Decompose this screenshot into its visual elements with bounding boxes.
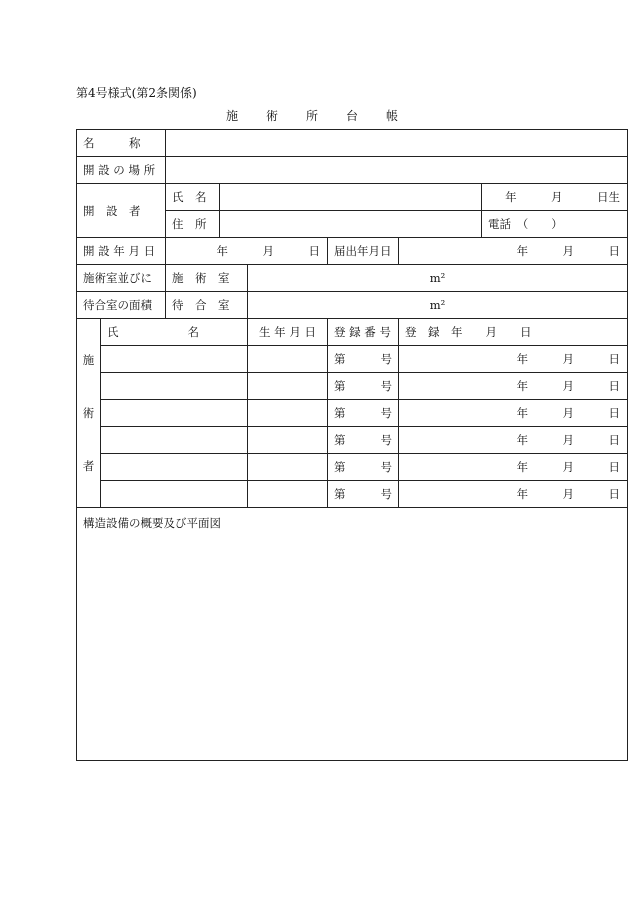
founder-label: 開 設 者 — [77, 184, 166, 238]
structure-row — [77, 508, 628, 761]
structure-label: 構造設備の概要及び平面図 — [83, 516, 221, 530]
notice-date-value[interactable]: 年 月 日 — [399, 238, 628, 265]
practitioner-reg-date[interactable]: 年 月 日 — [399, 427, 628, 454]
founder-row — [77, 184, 628, 211]
title-char: 術 — [266, 109, 279, 123]
practitioner-reg-no[interactable]: 第 号 — [328, 373, 399, 400]
founder-address-label: 住 所 — [166, 211, 220, 238]
place-field[interactable] — [166, 157, 628, 184]
header-reg-no: 登 録 番 号 — [328, 319, 399, 346]
founder-birth[interactable]: 年 月 日生 — [482, 184, 628, 211]
practitioner-birth[interactable] — [248, 454, 328, 481]
title-char: 施 — [226, 109, 239, 123]
practitioner-reg-no[interactable]: 第 号 — [328, 454, 399, 481]
title-char: 台 — [346, 109, 359, 123]
practitioner-birth[interactable] — [248, 346, 328, 373]
practitioner-name[interactable] — [101, 346, 248, 373]
practitioner-side-label: 施 術 者 — [77, 319, 101, 508]
practitioner-row — [77, 400, 628, 427]
title-char: 帳 — [386, 109, 399, 123]
open-date-label: 開 設 年 月 日 — [77, 238, 166, 265]
name-row — [77, 130, 628, 157]
name-field[interactable] — [166, 130, 628, 157]
title-char: 所 — [306, 109, 319, 123]
practitioner-name[interactable] — [101, 373, 248, 400]
ledger-table — [76, 129, 628, 761]
practitioner-birth[interactable] — [248, 427, 328, 454]
practitioner-name[interactable] — [101, 427, 248, 454]
practitioner-name[interactable] — [101, 481, 248, 508]
waiting-room-row — [77, 292, 628, 319]
name-label: 名 称 — [77, 130, 166, 157]
practitioner-reg-no[interactable]: 第 号 — [328, 427, 399, 454]
practitioner-name[interactable] — [101, 454, 248, 481]
header-birth: 生 年 月 日 — [248, 319, 328, 346]
practitioner-birth[interactable] — [248, 400, 328, 427]
practitioner-reg-no[interactable]: 第 号 — [328, 346, 399, 373]
practitioner-row — [77, 373, 628, 400]
practitioner-row — [77, 427, 628, 454]
practitioner-row — [77, 346, 628, 373]
area-label-1: 施術室並びに — [77, 265, 166, 292]
founder-phone[interactable]: 電話 （ ） — [482, 211, 628, 238]
founder-name-label: 氏 名 — [166, 184, 220, 211]
notice-date-label: 届出年月日 — [328, 238, 399, 265]
founder-address-field[interactable] — [220, 211, 482, 238]
practitioner-row — [77, 481, 628, 508]
waiting-room-area[interactable]: m² — [248, 292, 628, 319]
practitioner-reg-date[interactable]: 年 月 日 — [399, 373, 628, 400]
treatment-room-row — [77, 265, 628, 292]
place-row — [77, 157, 628, 184]
practitioner-header-row — [77, 319, 628, 346]
open-date-value[interactable]: 年 月 日 — [166, 238, 328, 265]
practitioner-reg-date[interactable]: 年 月 日 — [399, 346, 628, 373]
practitioner-birth[interactable] — [248, 373, 328, 400]
waiting-room-label: 待 合 室 — [166, 292, 248, 319]
header-name: 氏 名 — [101, 319, 248, 346]
form-number: 第4号様式(第2条関係) — [76, 86, 197, 100]
practitioner-birth[interactable] — [248, 481, 328, 508]
practitioner-reg-no[interactable]: 第 号 — [328, 400, 399, 427]
practitioner-name[interactable] — [101, 400, 248, 427]
practitioner-reg-date[interactable]: 年 月 日 — [399, 481, 628, 508]
structure-section[interactable] — [77, 508, 628, 761]
treatment-room-area[interactable]: m² — [248, 265, 628, 292]
practitioner-row — [77, 454, 628, 481]
practitioner-reg-no[interactable]: 第 号 — [328, 481, 399, 508]
treatment-room-label: 施 術 室 — [166, 265, 248, 292]
place-label: 開 設 の 場 所 — [77, 157, 166, 184]
founder-name-field[interactable] — [220, 184, 482, 211]
dates-row — [77, 238, 628, 265]
area-label-2: 待合室の面積 — [77, 292, 166, 319]
document-title — [226, 107, 426, 124]
practitioner-reg-date[interactable]: 年 月 日 — [399, 454, 628, 481]
practitioner-reg-date[interactable]: 年 月 日 — [399, 400, 628, 427]
header-reg-date: 登 録 年 月 日 — [399, 319, 628, 346]
